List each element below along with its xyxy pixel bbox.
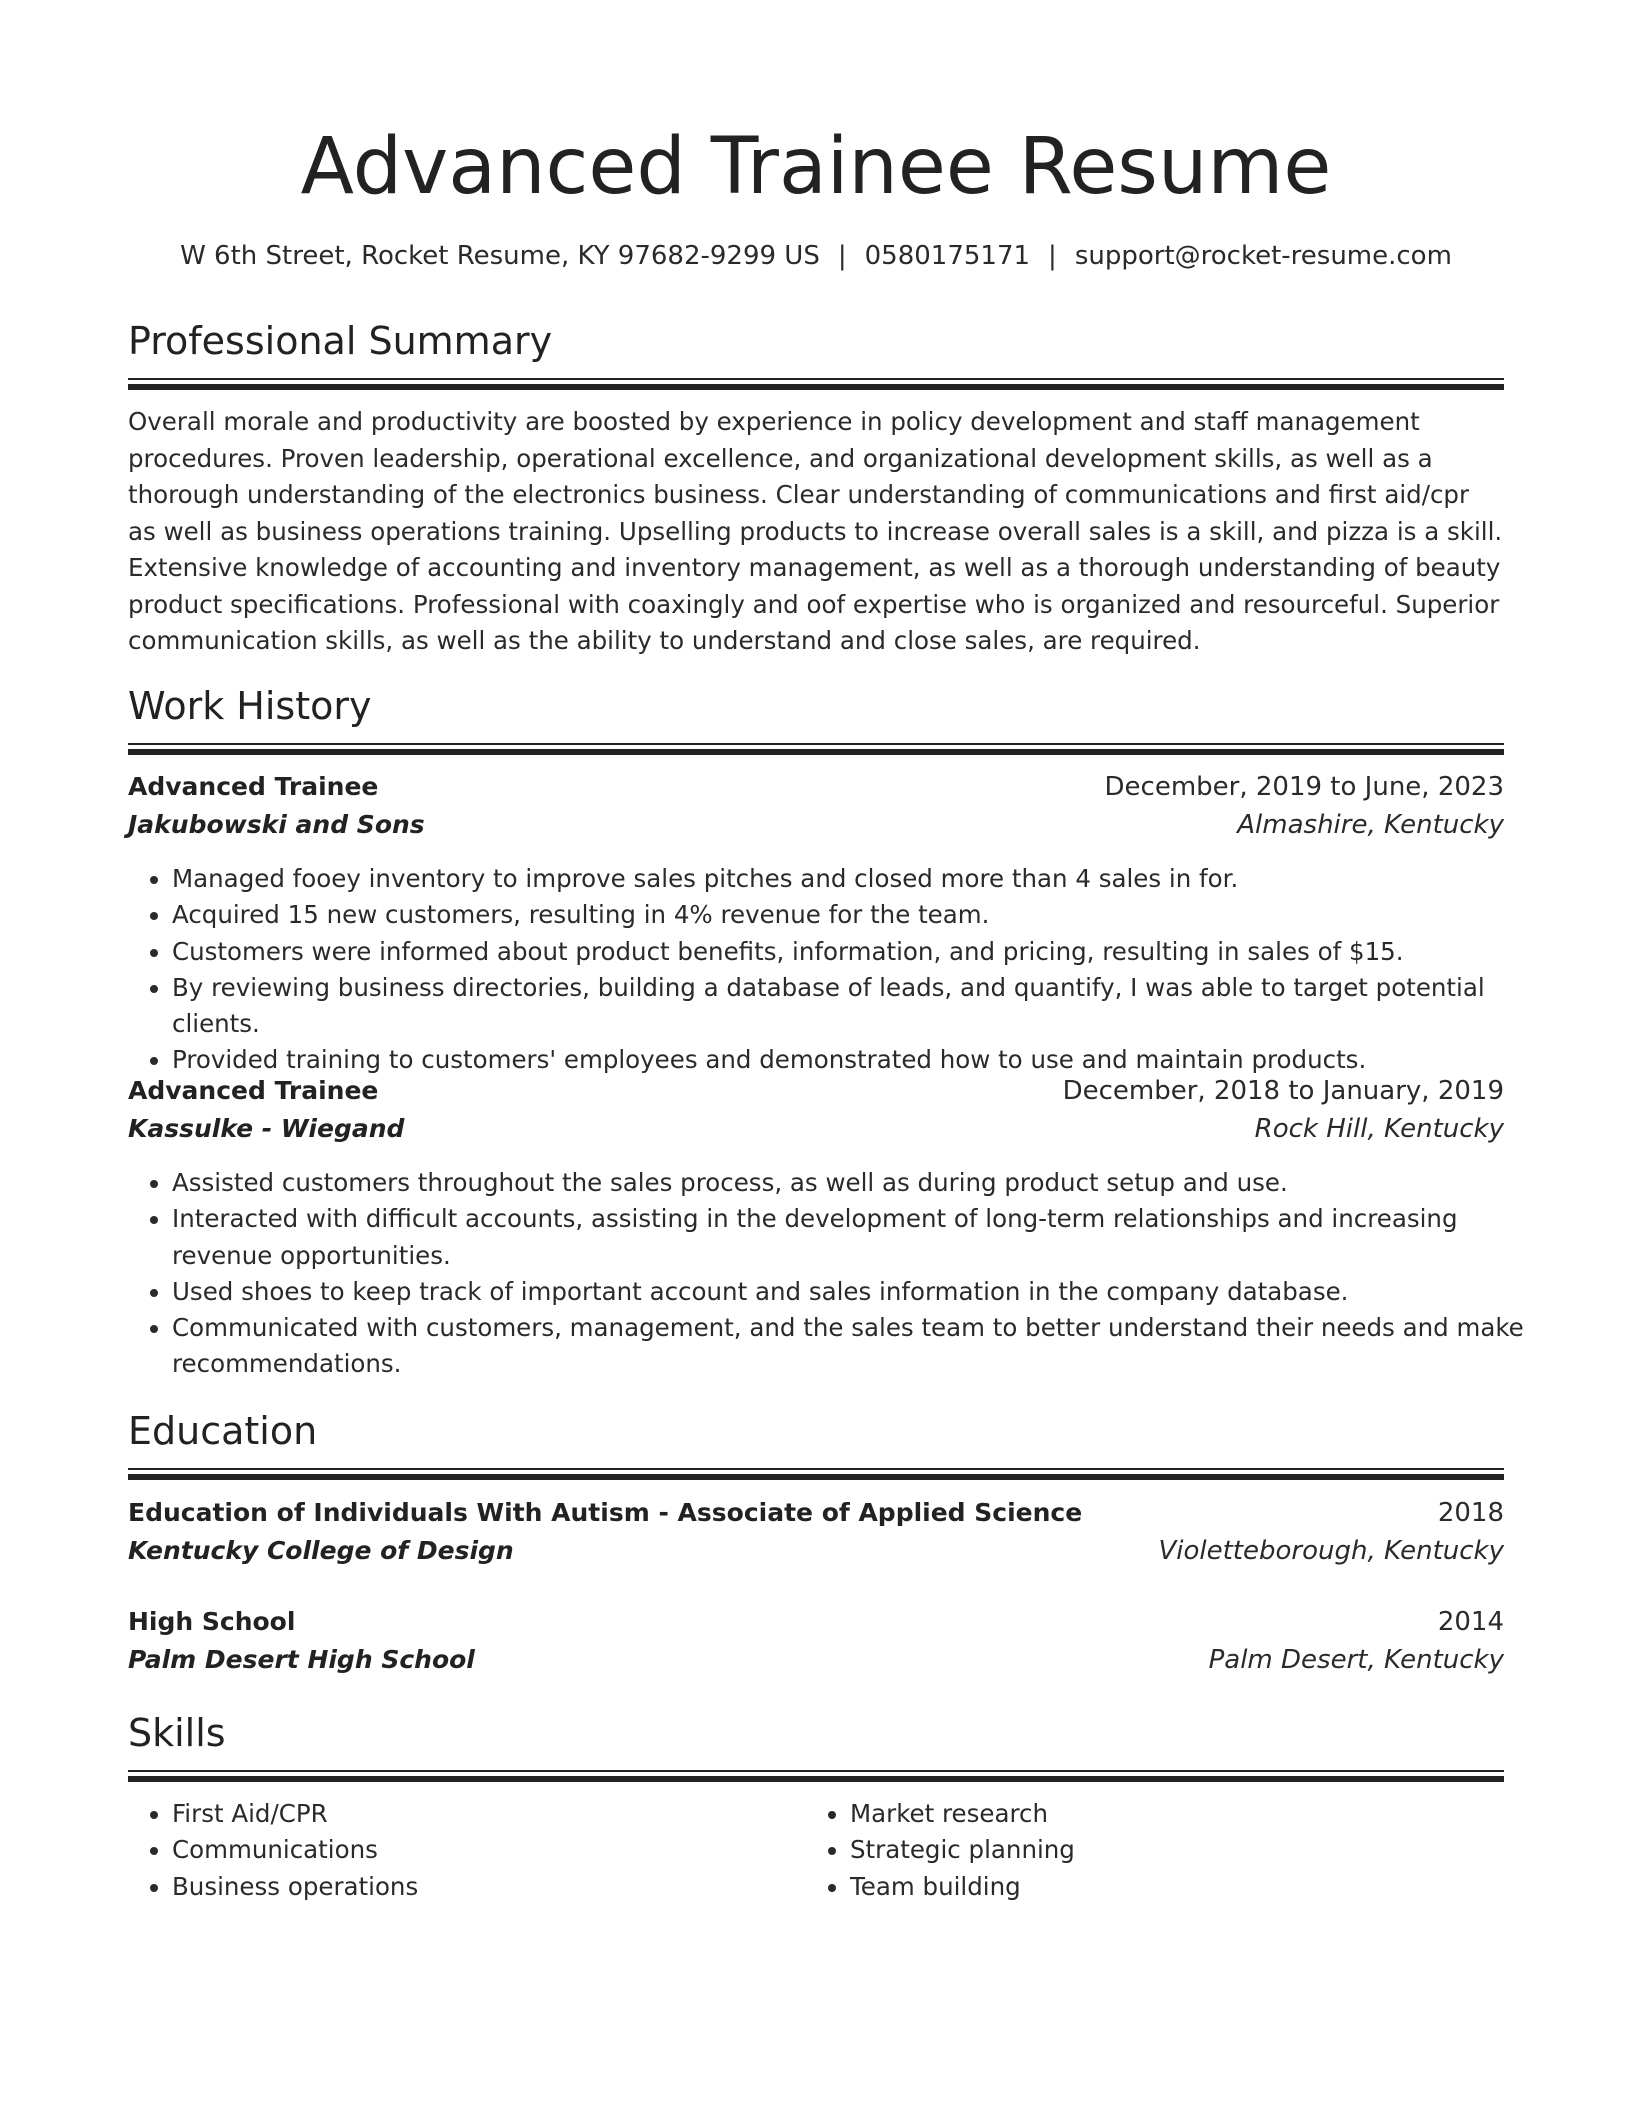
work-section-header xyxy=(128,681,1504,755)
list-item: • Communicated with customers, management, and the sales team to better understand their needs and make recommendations. xyxy=(172,1310,1548,1383)
list-item: • Provided training to customers' employees and demonstrated how to use and maintain products. xyxy=(172,1042,1548,1078)
education-year: 2018 xyxy=(1437,1498,1504,1528)
skill-item: • Team building xyxy=(850,1869,1484,1905)
job-company-row xyxy=(128,1110,1504,1148)
skill-item: • Market research xyxy=(850,1796,1484,1832)
job-company: Kassulke - Wiegand xyxy=(128,1114,405,1143)
divider-thin xyxy=(128,1770,1504,1772)
skill-item: • Communications xyxy=(172,1832,806,1868)
skill-item: • Strategic planning xyxy=(850,1832,1484,1868)
education-header xyxy=(128,1494,1504,1532)
education-section-header xyxy=(128,1406,1504,1480)
section-title-summary: Professional Summary xyxy=(128,319,553,363)
list-item: • Managed fooey inventory to improve sales pitches and closed more than 4 sales in for. xyxy=(172,861,1548,897)
education-school-row xyxy=(128,1641,1504,1679)
list-item: • Acquired 15 new customers, resulting in 4% revenue for the team. xyxy=(172,897,1548,933)
education-header xyxy=(128,1603,1504,1641)
summary-text: Overall morale and productivity are boosted by experience in policy development and staff management procedures. Proven leadership, operational excellence, and organizational development skills, as well as a thorough understanding of the electronics business. Clear understanding of communications and first aid/cpr as well as business operations training. Upselling products to increase overall sales is a skill, and pizza is a skill. Extensive knowledge of accounting and inventory management, as well as a thorough understanding of beauty product specifications. Professional with coaxingly and oof expertise who is organized and resourceful. Superior communication skills, as well as the ability to understand and close sales, are required. xyxy=(128,407,1503,655)
job-header xyxy=(128,1072,1504,1110)
section-title-skills: Skills xyxy=(128,1711,226,1755)
section-title-work: Work History xyxy=(128,684,372,728)
contact-phone: 0580175171 xyxy=(864,241,1031,271)
summary-section-header xyxy=(128,316,1504,390)
section-title-education: Education xyxy=(128,1409,318,1453)
contact-line xyxy=(0,238,1632,274)
divider-thick xyxy=(128,384,1504,390)
job-dates: December, 2018 to January, 2019 xyxy=(1062,1076,1504,1106)
divider-thick xyxy=(128,1776,1504,1782)
skills-column-left xyxy=(128,1796,806,1905)
skill-item: • Business operations xyxy=(172,1869,806,1905)
education-school: Palm Desert High School xyxy=(128,1645,475,1674)
skills-list xyxy=(128,1796,1504,1905)
education-school: Kentucky College of Design xyxy=(128,1536,514,1565)
contact-email[interactable]: support@rocket-resume.com xyxy=(1074,241,1452,271)
education-degree: Education of Individuals With Autism - Associate of Applied Science xyxy=(128,1498,1083,1527)
resume-title: Advanced Trainee Resume xyxy=(300,122,1332,212)
divider-thin xyxy=(128,378,1504,380)
education-year: 2014 xyxy=(1437,1607,1504,1637)
job-company-row xyxy=(128,806,1504,844)
skill-item: • First Aid/CPR xyxy=(172,1796,806,1832)
divider-thin xyxy=(128,743,1504,745)
education-location: Palm Desert, Kentucky xyxy=(1208,1645,1504,1675)
job-bullets xyxy=(128,1165,1548,1383)
divider-thin xyxy=(128,1468,1504,1470)
contact-separator: | xyxy=(837,241,847,271)
contact-separator: | xyxy=(1048,241,1057,271)
job-header xyxy=(128,768,1504,806)
job-bullets xyxy=(128,861,1548,1079)
job-location: Almashire, Kentucky xyxy=(1237,810,1504,840)
job-dates: December, 2019 to June, 2023 xyxy=(1104,772,1504,802)
job-company: Jakubowski and Sons xyxy=(128,810,425,839)
job-location: Rock Hill, Kentucky xyxy=(1254,1114,1504,1144)
education-school-row xyxy=(128,1532,1504,1570)
divider-thick xyxy=(128,1474,1504,1480)
divider-thick xyxy=(128,749,1504,755)
skills-column-right xyxy=(806,1796,1484,1905)
job-title: Advanced Trainee xyxy=(128,1076,379,1105)
skills-section-header xyxy=(128,1708,1504,1782)
list-item: • By reviewing business directories, building a database of leads, and quantify, I was able to target potential clients. xyxy=(172,970,1548,1043)
list-item: • Customers were informed about product benefits, information, and pricing, resulting in sales of $15. xyxy=(172,934,1548,970)
list-item: • Interacted with difficult accounts, assisting in the development of long-term relationships and increasing revenue opportunities. xyxy=(172,1201,1548,1274)
list-item: • Assisted customers throughout the sales process, as well as during product setup and use. xyxy=(172,1165,1548,1201)
contact-address: W 6th Street, Rocket Resume, KY 97682-9299 US xyxy=(180,241,820,271)
list-item: • Used shoes to keep track of important account and sales information in the company database. xyxy=(172,1274,1548,1310)
job-title: Advanced Trainee xyxy=(128,772,379,801)
education-location: Violetteborough, Kentucky xyxy=(1158,1536,1504,1566)
education-degree: High School xyxy=(128,1607,296,1636)
